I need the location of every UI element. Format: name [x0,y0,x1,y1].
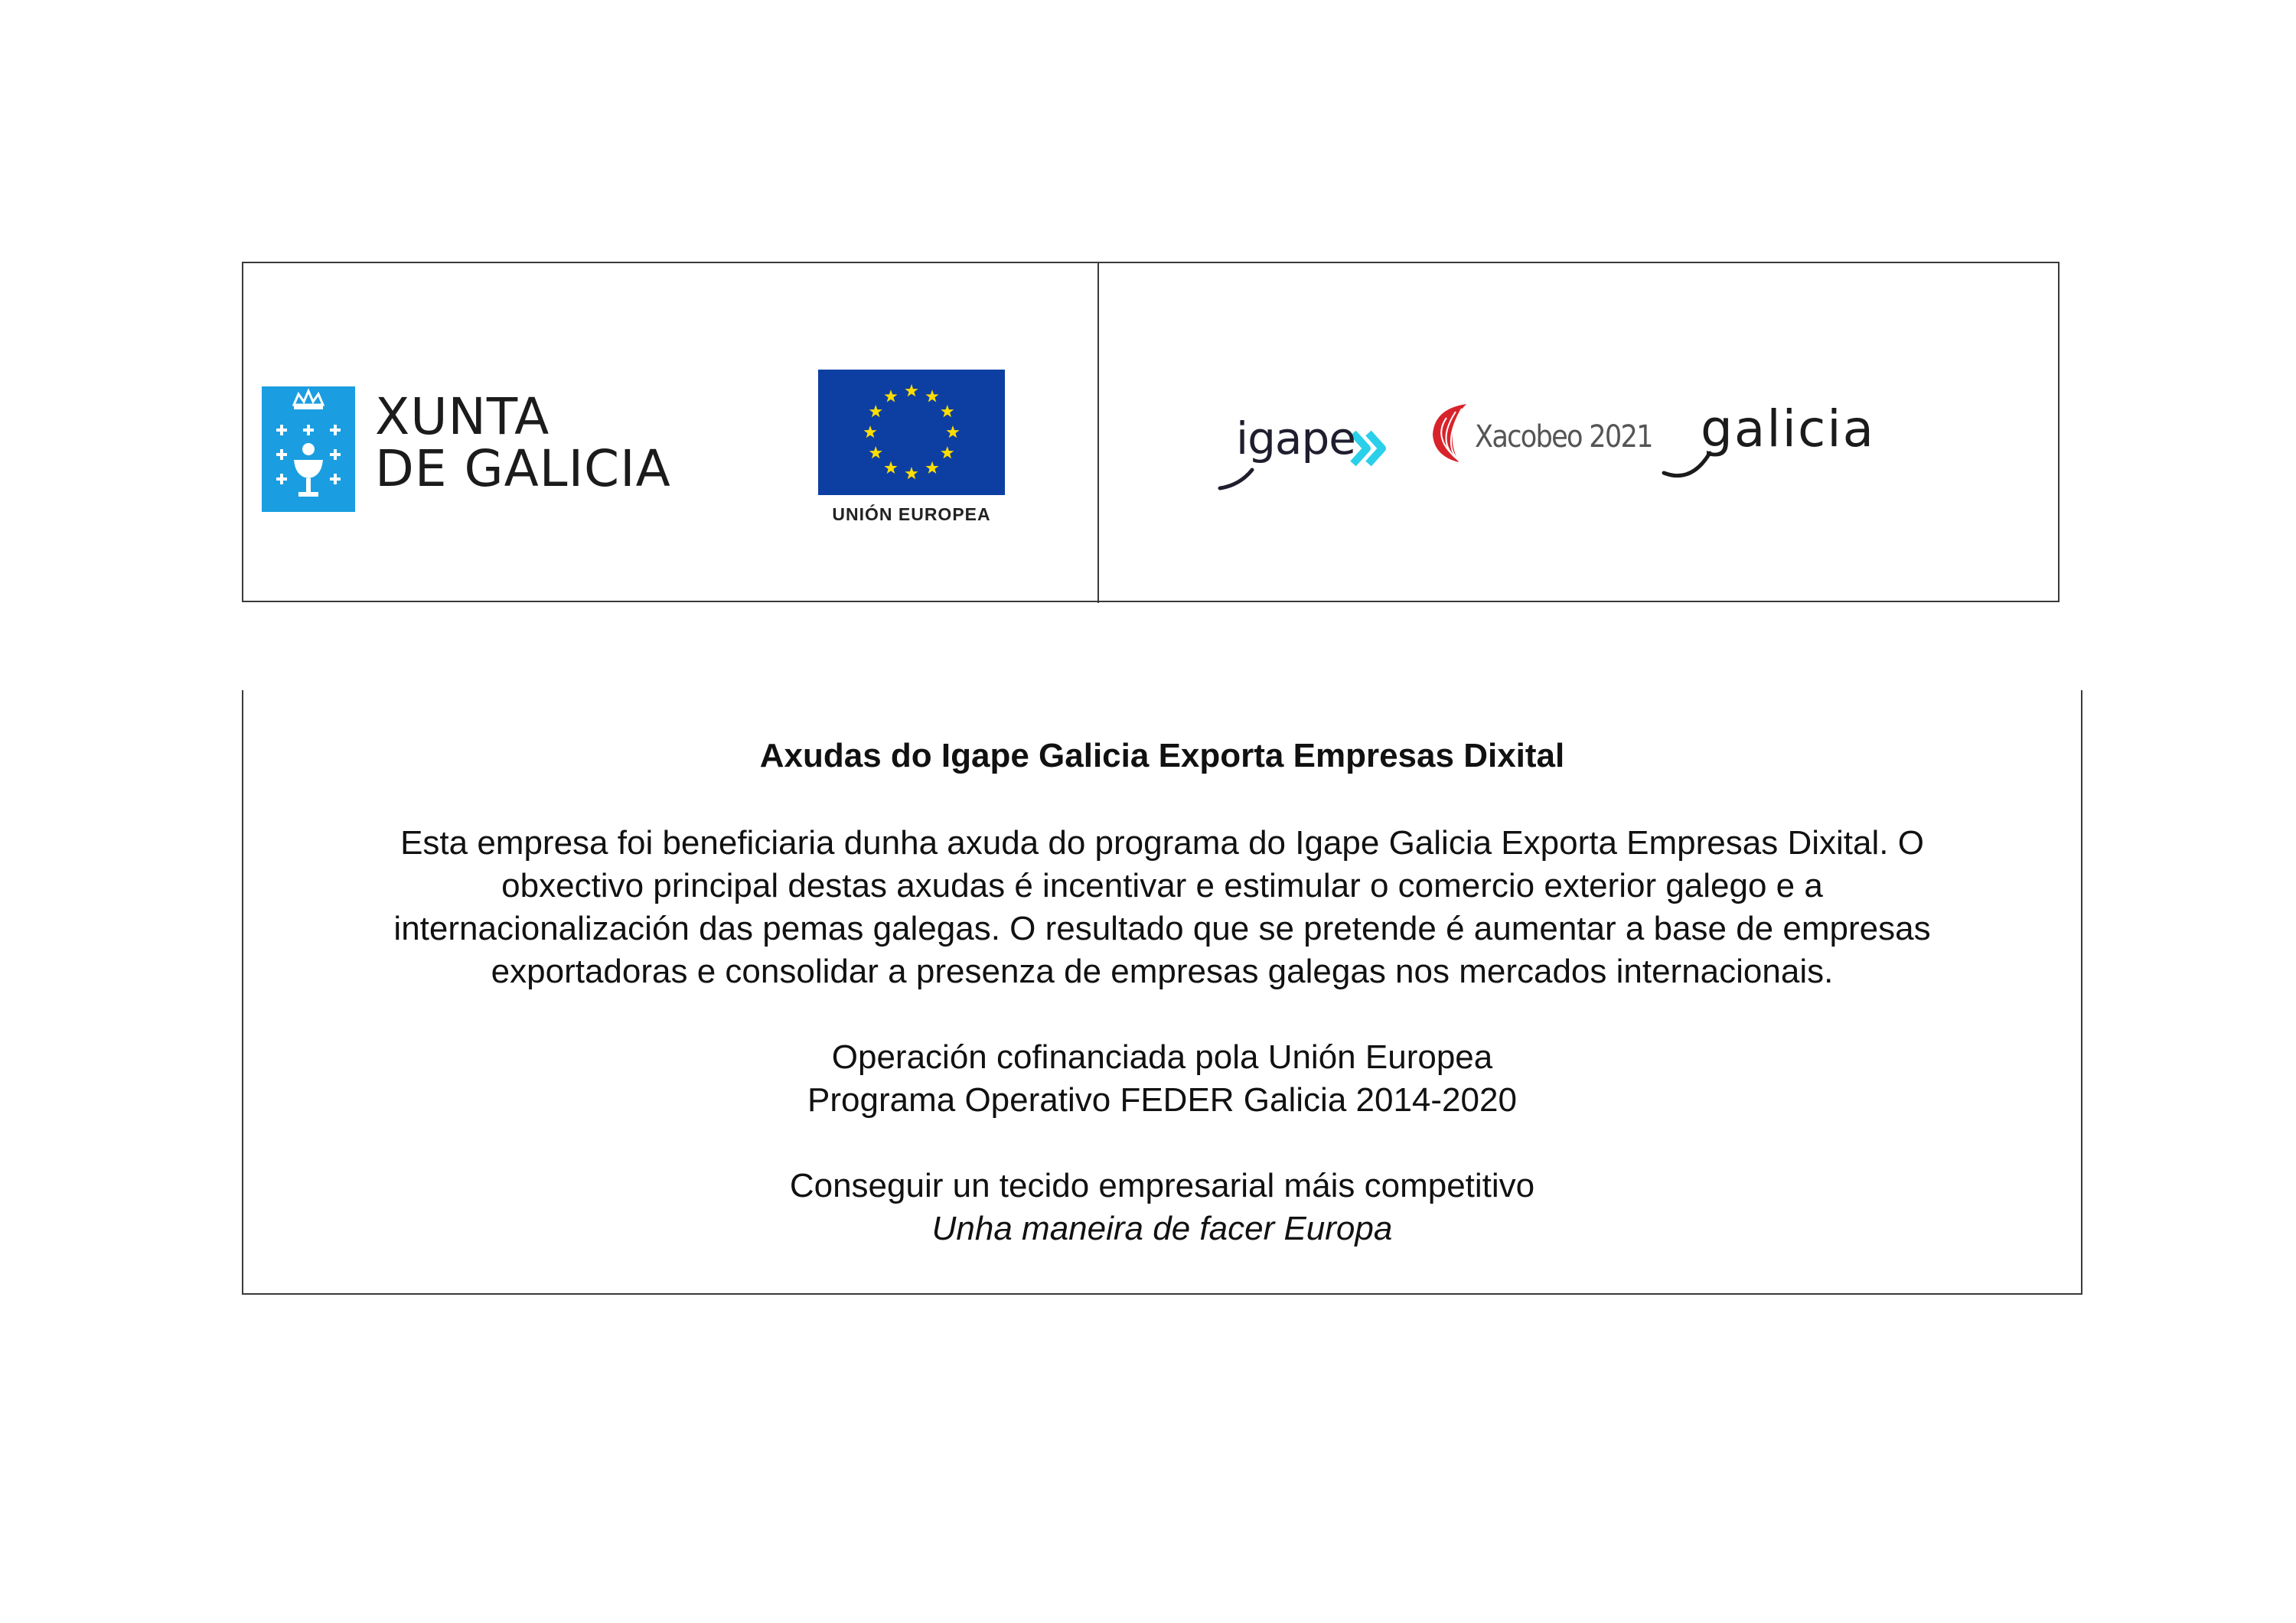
paragraph-line: exportadoras e consolidar a presenza de empresas galegas nos mercados internacionais. [491,953,1834,990]
scallop-shell-icon [1428,398,1471,467]
eu-label: UNIÓN EUROPEA [832,504,991,524]
xunta-wordmark-line1: XUNTA [375,387,550,446]
xunta-emblem-icon [262,386,355,512]
paragraph-line: obxectivo principal destas axudas é incentivar e estimular o comercio exterior galego e a [501,867,1823,904]
galicia-wordmark: galicia [1701,399,1876,458]
objective-line: Conseguir un tecido empresarial máis competitivo [789,1167,1535,1204]
paragraph-line: internacionalización das pemas galegas. O resultado que se pretende é aumentar a base de empresas [393,910,1931,947]
xunta-wordmark-line2: DE GALICIA [375,439,671,498]
programme-line: Programa Operativo FEDER Galicia 2014-2020 [807,1081,1517,1119]
igape-wordmark: igape [1236,412,1355,464]
eu-motto: Unha maneira de facer Europa [931,1210,1393,1247]
cofinancing-line: Operación cofinanciada pola Unión Europea [831,1038,1493,1076]
notice-title: Axudas do Igape Galicia Exporta Empresas Dixital [759,737,1565,774]
logo-divider [1097,262,1099,603]
xacobeo-wordmark: Xacobeo 2021 [1475,419,1652,455]
eu-flag-icon [818,370,1005,495]
paragraph-line: Esta empresa foi beneficiaria dunha axuda do programa do Igape Galicia Exporta Empresas Dixital. O [400,824,1924,862]
